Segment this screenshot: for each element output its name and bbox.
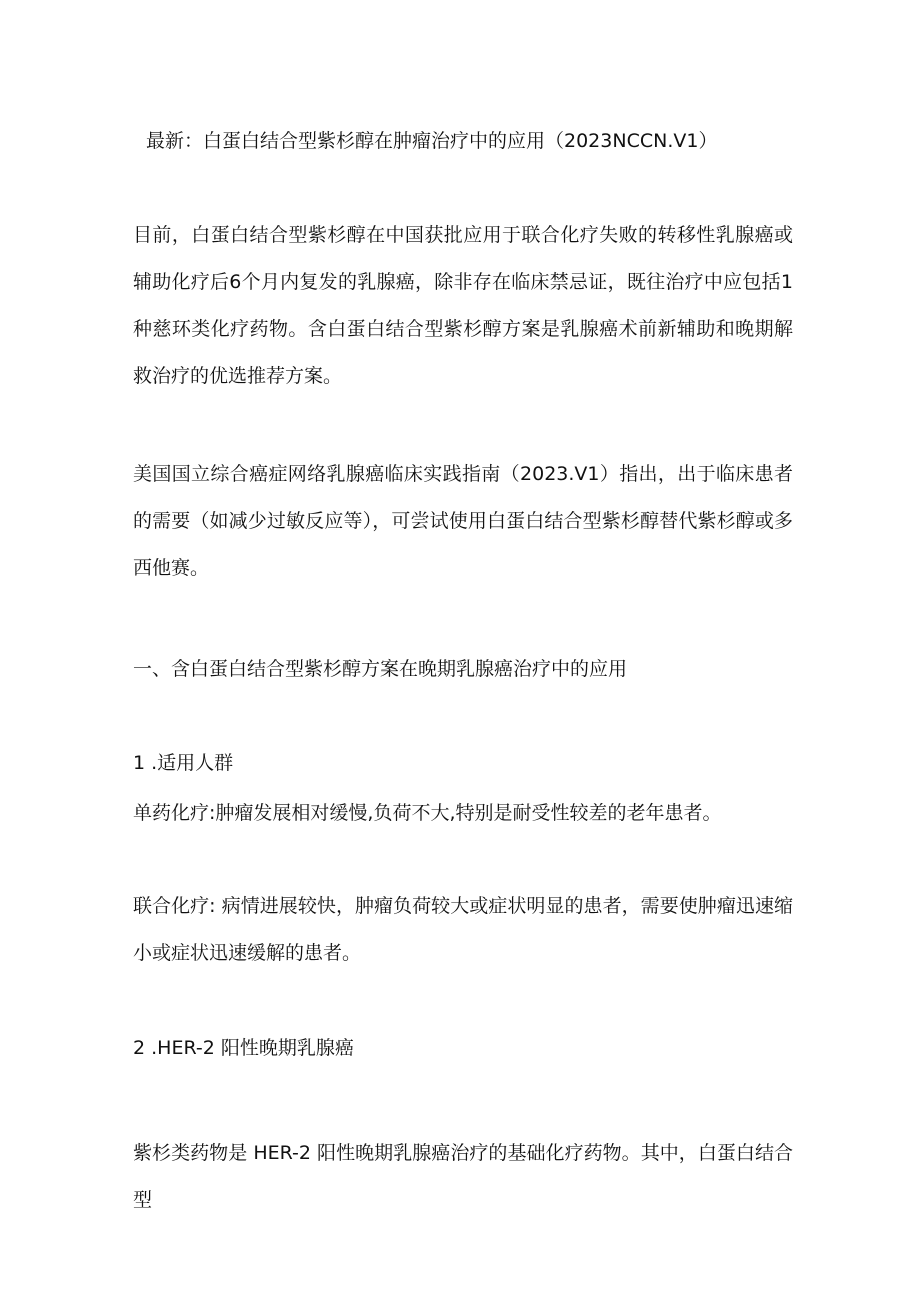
paragraph-combination-chemo: 联合化疗: 病情进展较快，肿瘤负荷较大或症状明显的患者，需要使肿瘤迅速缩小或症状迅速缓解的患者。 [133,895,793,964]
paragraph-taxane-foundation: 紫杉类药物是 HER-2 阳性晚期乳腺癌治疗的基础化疗药物。其中，白蛋白结合型 [133,1142,793,1211]
item-heading-her2-positive: 2 .HER-2 阳性晚期乳腺癌 [133,1037,354,1059]
paragraph-nccn-guideline: 美国国立综合癌症网络乳腺癌临床实践指南（2023.V1）指出，出于临床患者的需要（如减少过敏反应等），可尝试使用白蛋白结合型紫杉醇替代紫杉醇或多西他赛。 [133,463,793,579]
item-heading-applicable-population: 1 .适用人群 [133,752,234,774]
document-title: 最新：白蛋白结合型紫杉醇在肿瘤治疗中的应用（2023NCCN.V1） [146,130,718,152]
paragraph-single-agent-chemo: 单药化疗:肿瘤发展相对缓慢,负荷不大,特别是耐受性较差的老年患者。 [133,802,722,824]
paragraph-approval: 目前，白蛋白结合型紫杉醇在中国获批应用于联合化疗失败的转移性乳腺癌或辅助化疗后6个月内复发的乳腺癌，除非存在临床禁忌证，既往治疗中应包括1种慈环类化疗药物。含白蛋白结合型紫杉醇方案是乳腺癌术前新辅助和晚期解救治疗的优选推荐方案。 [133,224,793,387]
section-heading-advanced-breast-cancer: 一、含白蛋白结合型紫杉醇方案在晚期乳腺癌治疗中的应用 [133,658,628,680]
